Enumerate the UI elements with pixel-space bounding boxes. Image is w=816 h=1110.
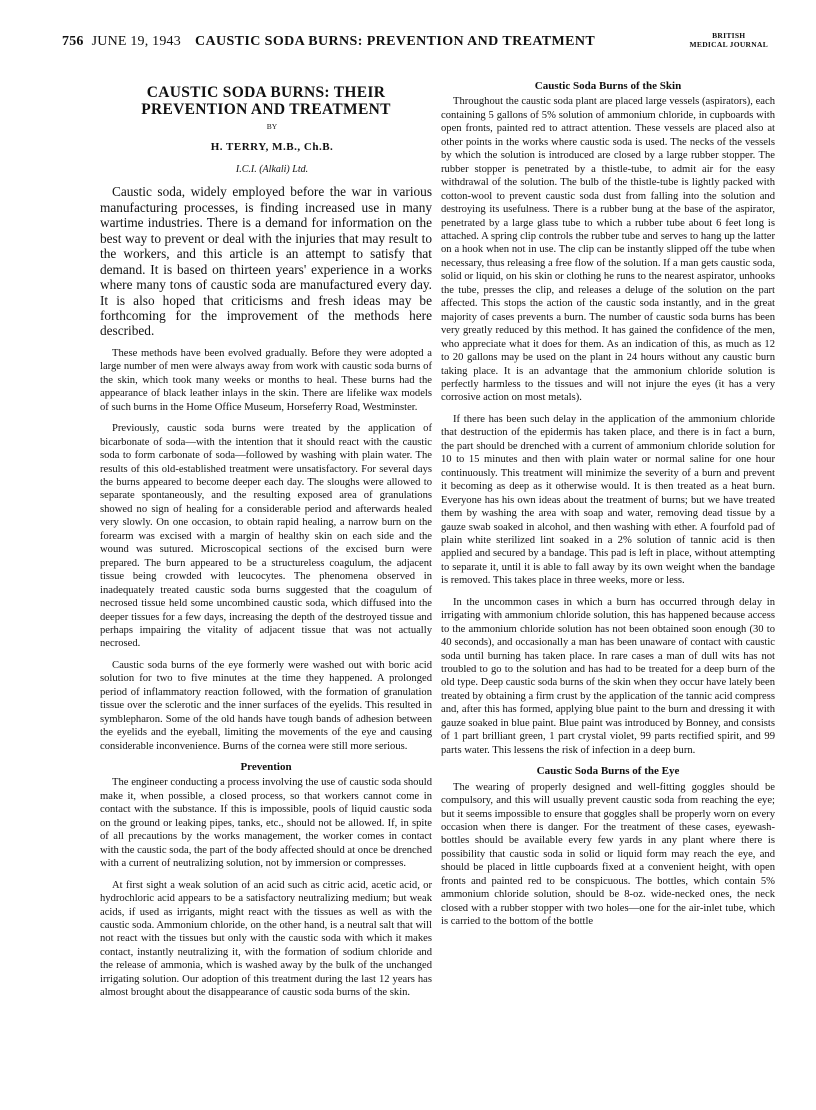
header-line <box>62 34 595 50</box>
journal-line-2: MEDICAL JOURNAL <box>689 40 768 49</box>
body-paragraph: Caustic soda burns of the eye formerly were washed out with boric acid solution for two to five minutes at the time they happened. A prolonged period of inflammatory reaction followed, with the formation of granulation tissue over the sclerotic and the inner surfaces of the eyelids. This resulted in symblepharon. Some of the old hands have tough bands of adhesion between the eyelids and the eyeball, limiting the movements of the eye and causing considerable inconvenience. Burns of the cornea were still more serious. <box>100 659 432 752</box>
body-paragraph: At first sight a weak solution of an acid such as citric acid, acetic acid, or hydrochloric acid appears to be a satisfactory neutralizing medium; but weak acids, if used as irrigants, might react with the tissues as well as with the caustic soda. Ammonium chloride, on the other hand, is a neutral salt that will not react with the tissues but only with the caustic soda with which it makes contact, instantly neutralizing it, with the formation of sodium chloride and the release of ammonia, which is washed away by the bulk of the unchanged irrigating solution. Our adoption of this treatment during the last 12 years has almost brought about the disappearance of caustic soda burns of the skin. <box>100 879 432 999</box>
byline-by: BY <box>266 122 278 131</box>
section-heading-skin: Caustic Soda Burns of the Skin <box>534 80 682 92</box>
running-header <box>62 31 768 54</box>
running-title: CAUSTIC SODA BURNS: PREVENTION AND TREATMENT <box>194 34 596 49</box>
body-paragraph: Previously, caustic soda burns were treated by the application of bicarbonate of soda—with the intention that it should react with the caustic soda to form carbonate of soda—followed by washing with plain water. The results of this old-established treatment were unsatisfactory. For several days the burns appeared to become deeper each day. The sloughs were allowed to separate spontaneously, and the resulting exposed area of granulations showed no sign of healing for a considerable period and afterwards healed very slowly. On one occasion, to obtain rapid healing, a narrow burn on the forearm was excised with a margin of healthy skin on each side and the wound was sutured. Microscopical sections of the excised burn were prepared. The burn appeared to be a structureless coagulum, the adjacent tissue being crowded with leucocytes. The phenomena observed in inadequately treated caustic soda burns suggested that the coagulum of necrosed tissue held some uncombined caustic soda, which diffused into the deeper tissues for a few days, increasing the depth of the destroyed tissue and perhaps impairing the vitality of adjacent tissue that was not actually necrosed. <box>100 423 432 650</box>
lead-paragraph: Caustic soda, widely employed before the war in various manufacturing processes, is finding increased use in many wartime industries. There is a demand for information on the best way to prevent or deal with the injuries that may result to the workers, and this article is an attempt to satisfy that demand. It is based on thirteen years' experience in a works where many tons of caustic soda are manufactured every day. It is also hoped that criticisms and fresh ideas may be forthcoming for the improvement of the methods here described. <box>100 184 432 339</box>
issue-date: JUNE 19, 1943 <box>91 34 181 49</box>
page-number: 756 <box>62 34 84 49</box>
section-heading-prevention: Prevention <box>240 761 292 774</box>
author-name: H. TERRY, M.B., Ch.B. <box>210 141 334 154</box>
body-paragraph: The wearing of properly designed and well-fitting goggles should be compulsory, and this will usually prevent caustic soda from reaching the eye; but it seems impossible to ensure that goggles shall be properly worn on every occasion when there is danger. For the treatment of these cases, eyewash-bottles should be available every few yards in any plant where there is possibility that caustic soda in solid or liquid form may reach the eye, and should be placed in little cupboards fixed at a convenient height, with open fronts and painted red to be conspicuous. The bottles, which contain 5% ammonium chloride solution, should be 8-oz. wide-necked ones, the neck closed with a rubber stopper with two holes—one for the air-inlet tube, which is carried to the bottom of the bottle <box>441 781 775 928</box>
journal-name <box>690 31 768 49</box>
section-heading-eye: Caustic Soda Burns of the Eye <box>536 765 680 778</box>
left-column <box>100 80 432 1008</box>
author-affiliation: I.C.I. (Alkali) Ltd. <box>235 163 309 175</box>
body-paragraph: In the uncommon cases in which a burn has occurred through delay in irrigating with ammonium chloride solution, this has happened because access to the ammonium chloride solution has not been obtained soon enough (30 to 40 seconds), and occasionally a man has been unaware of contact with caustic soda until burning has taken place. In rare cases a man of dull wits has not troubled to go to the solution and has had to be treated for a deep burn of the old type. Deep caustic soda burns of the skin when they occur have lately been treated by obtaining a firm crust by the application of the tannic acid compress and, after this has formed, applying blue paint to the burn and dressing it with gauze soaked in blue paint. Blue paint was introduced by Bonney, and consists of 1 part brilliant green, 1 part crystal violet, 99 parts rectified spirit, and 99 parts water. This lessens the risk of infection in a deep burn. <box>441 596 775 756</box>
body-paragraph: If there has been such delay in the application of the ammonium chloride that destruction of the epidermis has taken place, and there is in fact a burn, the part should be drenched with a current of ammonium chloride solution for 10 to 15 minutes and then with plain water or normal saline for one hour continuously. This treatment will minimize the severity of a burn and prevent it becoming as deep as it otherwise would. It is then treated as a heat burn. Everyone has his own ideas about the treatment of burns; but we have treated them by washing the area with soap and water, removing dead tissue by a gauze swab soaked in alcohol, and then washing with ether. A fourfold pad of plain white sterilized lint soaked in a 2% solution of tannic acid is then applied and secured by a bandage. This pad is left in place, without attempting to separate it, until it is able to fall away by its own weight when the bandage is removed. This takes place in three weeks, more or less. <box>441 413 775 587</box>
body-paragraph: Throughout the caustic soda plant are placed large vessels (aspirators), each containing 5 gallons of 5% solution of ammonium chloride, in cupboards with open fronts, painted red to attract attention. These vessels are placed also at other points in the works where caustic soda is used. The necks of the vessels by which the solution is introduced are closed by a large rubber stopper. The rubber stopper is penetrated by a thistle-tube, to admit air for the easy withdrawal of the solution. The bulb of the thistle-tube is lightly packed with cotton-wool to prevent caustic soda dust from falling into the solution and destroying its usefulness. There is a rubber bung at the base of the aspirator, penetrated by a large glass tube to which a rubber tube about 6 feet long is attached. A spring clip controls the rubber tube and serves to hang up the latter on a hook when not in use. The clip can be instantly slipped off the tube when necessary, thus releasing a free flow of the solution. If a man gets caustic soda, solid or liquid, on his skin or clothing he runs to the nearest aspirator, unhooks the tube, presses the clip, and releases a deluge of the solution on the part affected. This stops the action of the caustic soda instantly, and in the great majority of cases prevents a burn. The number of caustic soda burns has been very greatly reduced by this method. It has gained the confidence of the men, who appreciate what it does for them. As an indication of this, as much as 12 to 20 gallons may be used on the plant in 24 hours without any caustic burn taking place. It is an advantage that the ammonium chloride solution is perfectly harmless to the tissues and will not injure the eyes (it has a very corrosive action on most metals). <box>441 96 775 404</box>
body-paragraph: The engineer conducting a process involving the use of caustic soda should make it, when possible, a closed process, so that workers cannot come in contact with the substance. If this is impossible, pools of liquid caustic soda on the ground or leaking pipes, tanks, etc., should not be allowed. If, in spite of all precautions by the works management, the worker comes in contact with the caustic soda, the part of the body affected should at once be drenched with a current of neutralizing solution, not by immersion or compresses. <box>100 777 432 870</box>
article-title: CAUSTIC SODA BURNS: THEIR PREVENTION AND TREATMENT <box>141 84 391 118</box>
right-column <box>441 80 775 937</box>
body-paragraph: These methods have been evolved gradually. Before they were adopted a large number of men were always away from work with caustic soda burns of the skin, which took many weeks or months to heal. These burns had the appearance of black leather inlays in the skin. There are lifelike wax models of such burns in the Home Office Museum, Horseferry Road, Westminster. <box>100 347 432 413</box>
journal-line-1: BRITISH <box>712 31 746 40</box>
